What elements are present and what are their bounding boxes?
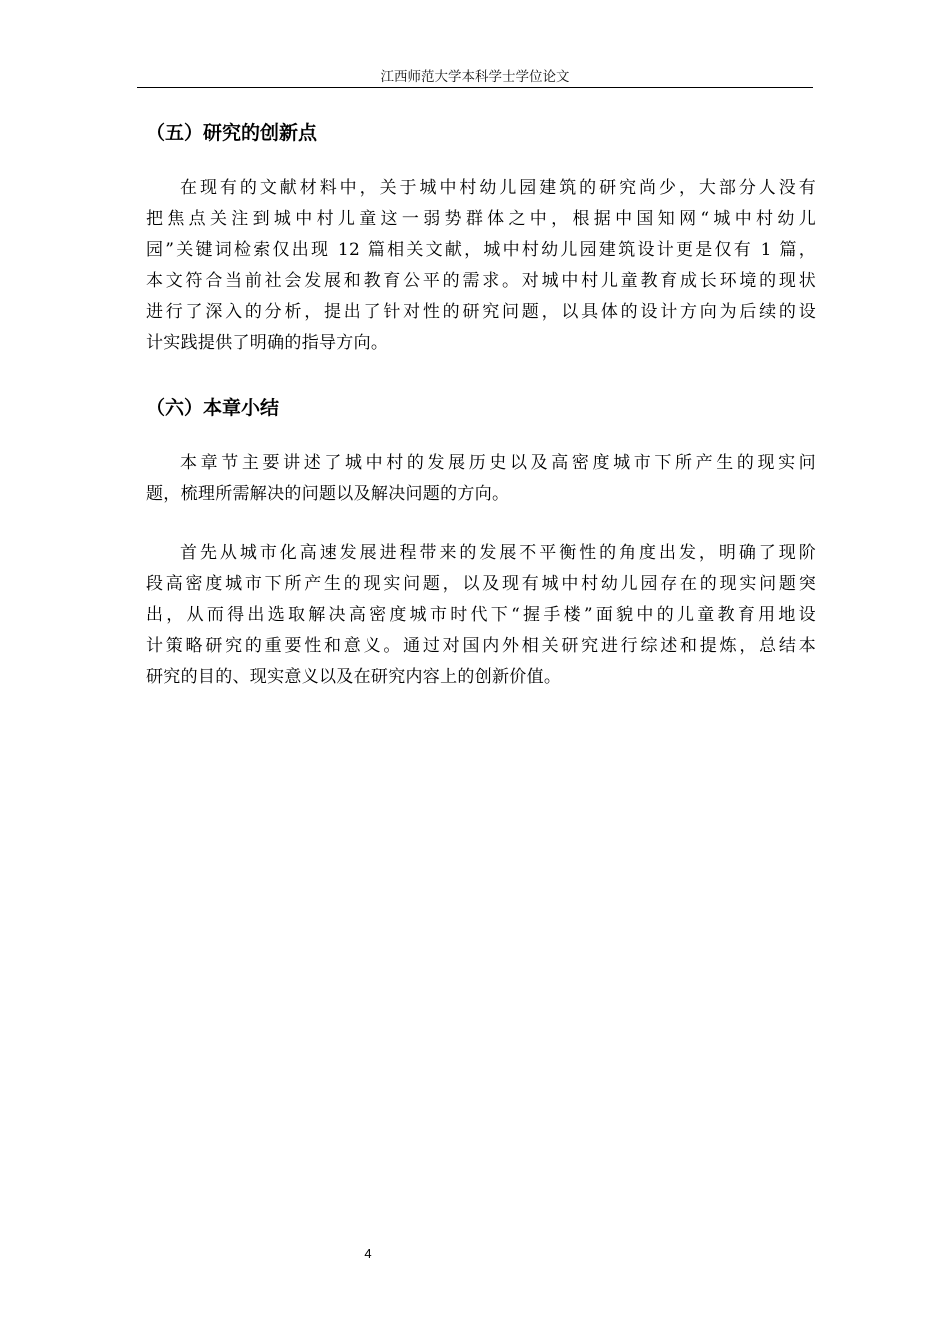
section-heading-innovation: （五）研究的创新点 [146, 122, 318, 144]
paragraph-line: 题，梳理所需解决的问题以及解决问题的方向。 [146, 484, 510, 504]
paragraph-summary-1 [146, 448, 816, 510]
paragraph-line: 本章节主要讲述了城中村的发展历史以及高密度城市下所产生的现实问 [180, 453, 816, 473]
paragraph-line: 研究的目的、现实意义以及在研究内容上的创新价值。 [146, 667, 562, 687]
paragraph-summary-2 [146, 538, 816, 693]
paragraph-line: 园”关键词检索仅出现 12 篇相关文献，城中村幼儿园建筑设计更是仅有 1 篇， [146, 240, 816, 260]
paragraph-line: 本文符合当前社会发展和教育公平的需求。对城中村儿童教育成长环境的现状 [146, 271, 816, 291]
paragraph-line: 计实践提供了明确的指导方向。 [146, 333, 389, 353]
running-header: 江西师范大学本科学士学位论文 [380, 69, 570, 85]
paragraph-line: 出，从而得出选取解决高密度城市时代下“握手楼”面貌中的儿童教育用地设 [146, 605, 816, 625]
paragraph-line: 段高密度城市下所产生的现实问题，以及现有城中村幼儿园存在的现实问题突 [146, 574, 816, 594]
page-number: 4 [364, 1246, 372, 1261]
paragraph-line: 计策略研究的重要性和意义。通过对国内外相关研究进行综述和提炼，总结本 [146, 636, 816, 656]
paragraph-line: 在现有的文献材料中，关于城中村幼儿园建筑的研究尚少，大部分人没有 [180, 178, 816, 198]
paragraph-line: 把焦点关注到城中村儿童这一弱势群体之中，根据中国知网“城中村幼儿 [146, 209, 816, 229]
section-heading-summary: （六）本章小结 [146, 397, 280, 419]
paragraph-line: 进行了深入的分析，提出了针对性的研究问题，以具体的设计方向为后续的设 [146, 302, 816, 322]
header-rule [137, 87, 813, 88]
paragraph-line: 首先从城市化高速发展进程带来的发展不平衡性的角度出发，明确了现阶 [180, 543, 816, 563]
paragraph-innovation [146, 173, 816, 359]
